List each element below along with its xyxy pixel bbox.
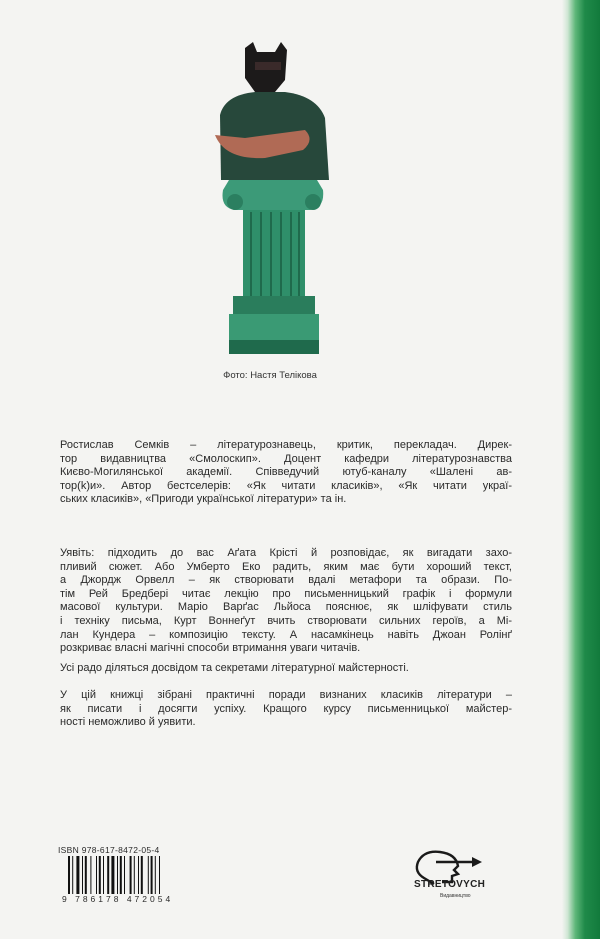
text-line: тор видавництва «Смолоскип». Доцент кафедри літературознавства (60, 452, 512, 465)
barcode-number: 9 786178 472054 (62, 894, 174, 904)
barcode-bar (107, 856, 109, 898)
spine-green-edge (562, 0, 600, 939)
text-line: масової культури. Маріо Варґас Льйоса пояснює, як шліфувати стиль (60, 601, 512, 614)
barcode-bar (134, 856, 135, 898)
closing-paragraph (60, 689, 512, 730)
barcode-bar (124, 856, 125, 898)
text-line: лан Кундера – композицію тексту. А насамкінець навіть Джоан Ролінґ (60, 628, 512, 641)
text-line: Уявіть: підходить до вас Аґата Крісті й розповідає, як вигадати захо- (60, 547, 512, 559)
text-line: У цій книжці зібрані практичні поради визнаних класиків літератури – (60, 689, 512, 701)
photo-caption: Фото: Настя Телікова (223, 370, 317, 381)
author-bio (60, 439, 512, 507)
barcode-bar (141, 856, 143, 898)
barcode-bar (111, 856, 114, 898)
text-line: пливий сюжет. Або Умберто Еко радить, яким має бути хороший текст, (60, 560, 512, 573)
barcode-bar (90, 856, 91, 898)
barcode-bar (82, 856, 83, 898)
barcode-bar (117, 856, 118, 898)
text-line: тім Рей Бредбері читає лекцію про письменницький графік і формули (60, 587, 512, 600)
text-line: ських класиків», «Пригоди української літератури» та ін. (60, 493, 347, 506)
publisher-name: STRETOVYCH (414, 879, 486, 890)
barcode-bar (130, 856, 132, 898)
text-line: Ростислав Семків – літературознавець, критик, перекладач. Дирек- (60, 439, 512, 451)
text-line: Києво-Могилянської академії. Співведучий ютуб-каналу «Шалені ав- (60, 466, 512, 479)
barcode-bar (103, 856, 104, 898)
barcode-bar (72, 856, 73, 898)
text-line: а Джордж Орвелл – як створювати вдалі метафори та образи. По- (60, 574, 512, 587)
barcode-bar (99, 856, 101, 898)
barcode-bar (76, 856, 79, 898)
barcode-bar (120, 856, 122, 898)
book-blurb (60, 547, 512, 656)
barcode-bar (159, 856, 160, 898)
author-photo (205, 40, 340, 360)
text-line: і техніку письма, Курт Воннеґут вчить створювати сильних героїв, а Мі- (60, 614, 512, 627)
barcode-bar (148, 856, 149, 898)
text-line: ності неможливо й уявити. (60, 716, 196, 729)
text-line: Усі радо діляться досвідом та секретами літературної майстерності. (60, 662, 409, 674)
text-line: як писати і досягти успіху. Кращого курсу письменницької майстер- (60, 702, 512, 715)
text-line: розкриває власні магічні способи втримання уваги читачів. (60, 642, 361, 655)
barcode-bar (96, 856, 97, 898)
barcode-bar (138, 856, 139, 898)
tagline (60, 662, 512, 676)
publisher-subtitle: Видавництво (440, 893, 471, 899)
barcode (68, 856, 160, 898)
barcode-bar (85, 856, 87, 898)
barcode-bar (155, 856, 156, 898)
barcode-bar (68, 856, 70, 898)
isbn: ISBN 978-617-8472-05-4 (58, 845, 160, 855)
text-line: тор(k)и». Автор бестселерів: «Як читати класиків», «Як читати украї- (60, 479, 512, 492)
barcode-bar (151, 856, 153, 898)
